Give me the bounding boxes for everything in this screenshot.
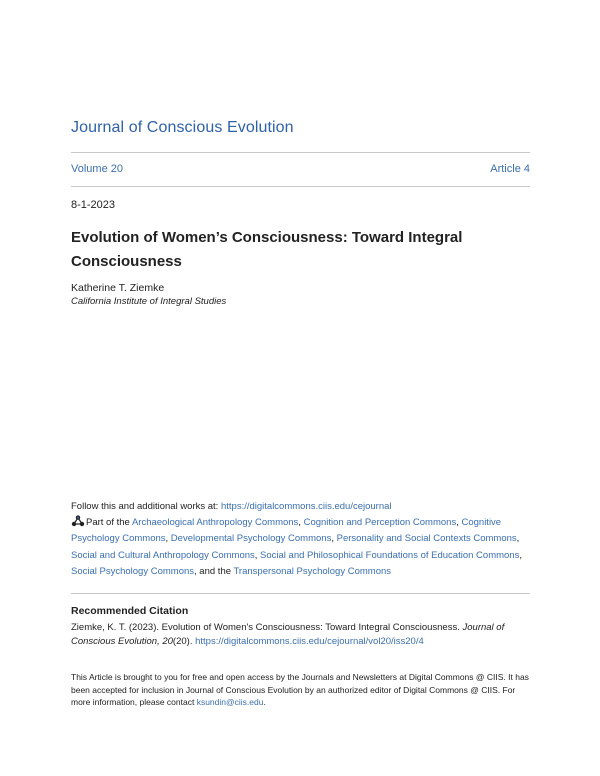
commons-link[interactable]: Cognition and Perception Commons [303, 517, 457, 528]
article-title: Evolution of Women’s Consciousness: Toward Integral Consciousness [71, 229, 463, 270]
contact-email-link[interactable]: ksundin@ciis.edu [196, 697, 264, 707]
citation-part: Ziemke, K. T. (2023). Evolution of Women's Consciousness: Toward Integral Consciousness. [71, 622, 463, 633]
network-commons-icon [71, 515, 85, 527]
author-affiliation: California Institute of Integral Studies [71, 296, 227, 307]
publication-date: 8-1-2023 [71, 199, 116, 211]
citation-url-link[interactable]: https://digitalcommons.ciis.edu/cejournal/vol20/iss20/4 [195, 636, 424, 647]
separator: , [165, 533, 171, 545]
recommended-citation-heading: Recommended Citation [71, 605, 189, 617]
divider-citation [71, 593, 530, 594]
commons-link[interactable]: Developmental Psychology Commons [170, 533, 332, 545]
commons-link[interactable]: Transpersonal Psychology Commons [233, 566, 392, 578]
divider-top [71, 152, 530, 153]
separator: , [298, 517, 304, 528]
volume-link[interactable]: Volume 20 [71, 163, 123, 175]
separator: , [519, 549, 522, 561]
citation-text [71, 621, 533, 649]
commons-link[interactable]: Cognitive Psychology Commons [71, 517, 502, 545]
follow-line [71, 501, 392, 512]
divider-issue [71, 186, 530, 187]
separator-and: , and the [194, 566, 234, 578]
citation-journal: Journal of Conscious Evolution, 20 [71, 622, 505, 647]
commons-link[interactable]: Social Psychology Commons [71, 566, 195, 578]
citation-part: (20). [172, 636, 196, 647]
collection-url-link[interactable]: https://digitalcommons.ciis.edu/cejournal [220, 501, 392, 512]
part-of-prefix: Part of the [86, 517, 132, 528]
separator: , [516, 533, 520, 545]
article-number-link[interactable]: Article 4 [490, 163, 530, 175]
access-end: . [263, 697, 266, 707]
follow-text: Follow this and additional works at: [71, 501, 221, 512]
commons-link[interactable]: Social and Cultural Anthropology Commons [71, 549, 255, 561]
author-name: Katherine T. Ziemke [71, 282, 165, 294]
access-statement [71, 671, 531, 709]
separator: , [331, 533, 337, 545]
commons-link[interactable]: Social and Philosophical Foundations of Education Commons [260, 549, 520, 561]
commons-link[interactable]: Personality and Social Contexts Commons [336, 533, 517, 545]
separator: , [456, 517, 462, 528]
journal-title-link[interactable]: Journal of Conscious Evolution [71, 119, 294, 136]
commons-link[interactable]: Archaeological Anthropology Commons [131, 517, 299, 528]
access-text: This Article is brought to you for free and open access by the Journals and Newsletters at Digital Commons @ CIIS. It has been accepted for inclusion in Journal of Conscious Evolution by an authorized editor of Digital Commons @ CIIS. For more information, please contact [71, 672, 529, 707]
disciplines-paragraph [71, 515, 533, 581]
separator: , [254, 549, 261, 561]
